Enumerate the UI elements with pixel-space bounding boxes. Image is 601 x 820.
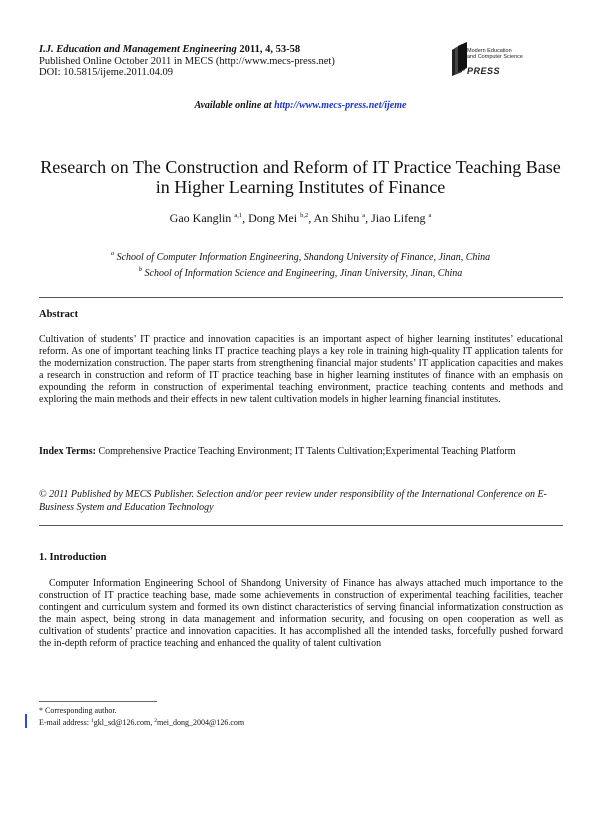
introduction-heading: 1. Introduction [39, 552, 107, 563]
email-address[interactable]: gkl_sd@126.com [93, 718, 151, 727]
author-list [0, 211, 601, 226]
email-line: E-mail address: $^1$gkl_sd@126.com, $^2$mei_dong_2004@126.com [39, 718, 245, 727]
affiliation: $^a$ School of Computer Information Engineering, Shandong University of Finance, Jinan, China [110, 250, 491, 263]
corresponding-author-note: * Corresponding author. [39, 706, 117, 715]
author: Dong Mei $^{b,2}$, [248, 211, 314, 225]
index-terms-label: Index Terms: [39, 446, 96, 457]
journal-volume: 2011, 4, 53-58 [239, 44, 301, 55]
author: An Shihu $^a$, [313, 211, 372, 225]
author: Gao Kanglin $^{a,1}$, [169, 211, 249, 225]
index-terms [39, 446, 563, 458]
footnote-rule [39, 701, 157, 702]
change-bar [25, 714, 27, 728]
availability-line [0, 100, 601, 111]
abstract-heading: Abstract [39, 309, 79, 320]
divider-bottom [39, 525, 563, 526]
footnote [39, 706, 244, 728]
logo-press: PRESS [467, 66, 501, 76]
abstract-text: Cultivation of students’ IT practice and innovation capacities is an important aspect of higher learning institutes’ educational reform. As one of important teaching links IT practice teaching plays a key role in training high-quality IT application talents for the modernization construction. The paper starts from strengthening financial major students’ IT application capacities and makes a research in construction and reform of IT practice teaching base in higher learning institutes of finance with an emphasis on expounding the reform in construction of experimental teaching environment, practice teaching contents and methods and exploring the main methods and their effects in new talent cultivation models in higher learning financial institutes. [39, 334, 563, 406]
logo-line-1: Modern Education [467, 48, 512, 54]
published-line: Published Online October 2011 in MECS (http://www.mecs-press.net) [39, 55, 335, 67]
copyright-notice: © 2011 Published by MECS Publisher. Selection and/or peer review under responsibility of the International Conference on E-Business System and Education Technology [39, 489, 547, 513]
doi-line: DOI: 10.5815/ijeme.2011.04.09 [39, 67, 174, 78]
logo-line-2: and Computer Science [467, 54, 523, 60]
introduction-text: Computer Information Engineering School of Shandong University of Finance has always attached much importance to the construction of IT practice teaching base, made some achievements in construction of experimental teaching facilities, teacher contingent and curriculum system and formed its own distinct characteristics of serving financial informatization construction as the main aspect, being strong in data management and information security, and focusing on open cooperation as well as cultivation of students’ practice and innovation capacities. It has accomplished all the intended tasks, forcefully pushed forward the in-depth reform of practice teaching and enhanced the quality of talent cultivation [39, 578, 563, 650]
affiliations [0, 248, 601, 280]
journal-citation [39, 44, 335, 56]
publisher-logo [451, 42, 551, 82]
divider-top [39, 297, 563, 298]
journal-url-link[interactable]: http://www.mecs-press.net/ijeme [274, 100, 407, 111]
author: Jiao Lifeng $^a$ [371, 211, 432, 225]
journal-header [39, 44, 335, 79]
availability-prefix: Available online at [194, 100, 275, 111]
journal-name: I.J. Education and Management Engineering [39, 44, 237, 55]
paper-title: Research on The Construction and Reform of IT Practice Teaching Base in Higher Learning Institutes of Finance [40, 157, 561, 197]
index-terms-text: Comprehensive Practice Teaching Environment; IT Talents Cultivation;Experimental Teaching Platform [98, 446, 516, 457]
affiliation: $^b$ School of Information Science and Engineering, Jinan University, Jinan, China [138, 266, 463, 279]
email-address[interactable]: mei_dong_2004@126.com [156, 718, 245, 727]
